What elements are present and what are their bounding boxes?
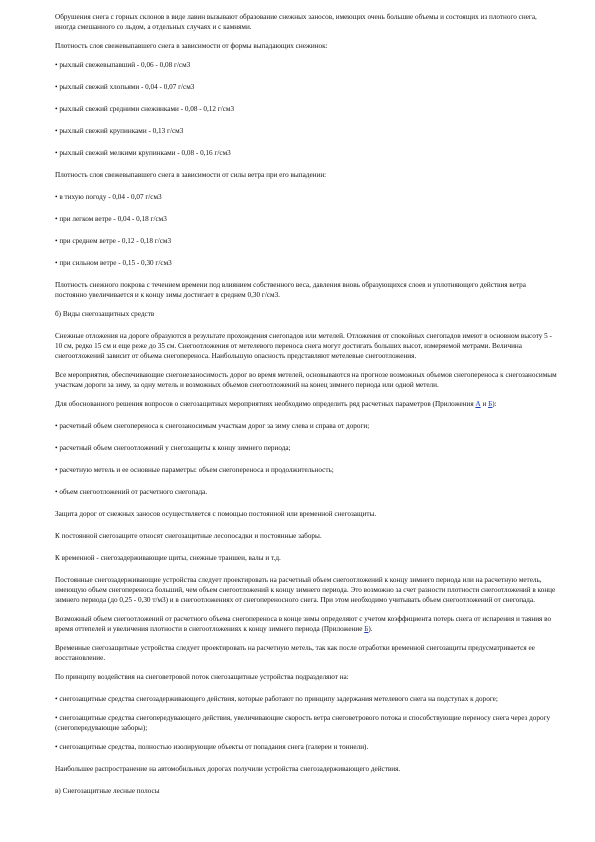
paragraph-possible-volume — [55, 614, 559, 634]
list-item-density-1: • рыхлый свежевыпавший - 0,06 - 0,08 г/см3 — [55, 61, 191, 69]
list-item-class-3: • снегозащитные средства, полностью изолирующие объекты от попадания снега (галереи и тоннели). — [55, 743, 369, 751]
paragraph-parameters — [55, 399, 559, 409]
appendix-a-link[interactable]: А — [475, 400, 481, 408]
paragraph-most-common: Наибольшее распространение на автомобильных дорогах получили устройства снегозадерживающего действия. — [55, 765, 401, 773]
paragraph-permanent: К постоянной снегозащите относят снегозащитные лесопосадки и постоянные заборы. — [55, 532, 322, 540]
list-item-wind-3: • при среднем ветре - 0,12 - 0,18 г/см3 — [55, 237, 172, 245]
possible-volume-text: Возможный объем снегоотложений от расчетного объема снегопереноса в конце зимы определяют с учетом коэффициента потерь снега от испарения и таяния во время оттепелей и увеличения плотности в снегоотложениях к концу зимнего периода (Приложение — [55, 615, 552, 633]
list-item-class-2: • снегозащитные средства снегопередувающего действия, увеличивающие скорость ветра снеговетрового потока и способствующие переносу снега через дорогу (снегопередувающие заборы); — [55, 714, 551, 732]
parameters-text: Для обоснованного решения вопросов о снегозащитных мероприятиях необходимо определить ряд расчетных параметров (Приложения — [55, 400, 476, 408]
paragraph-classification: По принципу воздействия на снеговетровой поток снегозащитные устройства подразделяют на: — [55, 673, 349, 681]
parameters-and: и — [480, 400, 489, 408]
section-heading-b: б) Виды снегозащитных средств — [55, 310, 155, 318]
list-item-wind-2: • при легком ветре - 0,04 - 0,18 г/см3 — [55, 215, 167, 223]
list-item-param-2: • расчетный объем снегоотложений у снегозащиты к концу зимнего периода; — [55, 444, 291, 452]
paragraph-temporary-design: Временные снегозащитные устройства следует проектировать на расчетную метель, так как после отработки временной снегозащиты предусматривается ее восстановление. — [55, 644, 535, 662]
section-heading-v: в) Снегозащитные лесные полосы — [55, 787, 160, 795]
list-item-wind-1: • в тихую погоду - 0,04 - 0,07 г/см3 — [55, 193, 162, 201]
list-item-wind-4: • при сильном ветре - 0,15 - 0,30 г/см3 — [55, 259, 172, 267]
list-item-density-2: • рыхлый свежий хлопьями - 0,04 - 0,07 г/см3 — [55, 83, 195, 91]
paragraph-snow-deposits: Снежные отложения на дороге образуются в результате прохождения снегопадов или метелей. Отложения от спокойных снегопадов имеют в основном высоту 5 - 10 см, редко 15 см и еще реже до 35 см. Снегоотложения от метелевого переноса снега могут достигать больших высот, измеряемой метрами. Величина снегоотложений зависит от объема снегопереноса. Наибольшую опасность представляют метелевые снегоотложения. — [55, 332, 552, 360]
paragraph-avalanche: Обрушения снега с горных склонов в виде лавин вызывают образование снежных заносов, имеющих очень большие объемы и состоящих из плотного снега, иногда смешанного со льдом, а отдельных случаях и с камнями. — [55, 13, 537, 31]
list-item-param-4: • объем снегоотложений от расчетного снегопада. — [55, 488, 208, 496]
parameters-end: ): — [492, 400, 497, 408]
paragraph-density-by-wind: Плотность слоя свежевыпавшего снега в зависимости от силы ветра при его выпадении: — [55, 171, 327, 179]
paragraph-density-over-time: Плотность снежного покрова с течением времени под влиянием собственного веса, давления вновь образующихся слоев и уплотняющего действия ветра постоянно увеличивается и к концу зимы достигает в среднем 0,30 г/см3. — [55, 281, 526, 299]
possible-volume-end: ). — [368, 625, 373, 633]
list-item-class-1: • снегозащитные средства снегозадерживающего действия, которые работают по принципу задержания метелевого снега на подступах к дороге; — [55, 695, 498, 703]
list-item-density-5: • рыхлый свежий мелкими крупинками - 0,08 - 0,16 г/см3 — [55, 149, 231, 157]
appendix-b-link-2[interactable]: Б — [364, 625, 369, 633]
paragraph-density-by-flake: Плотность слоя свежевыпавшего снега в зависимости от формы выпадающих снежинок: — [55, 42, 328, 50]
list-item-density-3: • рыхлый свежий средними снежинками - 0,08 - 0,12 г/см3 — [55, 105, 235, 113]
paragraph-permanent-design: Постоянные снегозадерживающие устройства следует проектировать на расчетный объем снегоотложений к концу зимнего периода или на расчетную метель, имеющую объем снегопереноса больший, чем объем снегоотложений к концу зимнего периода. Это возможно за счет разности плотности снегоотложений в конце зимнего периода (до 0,25 - 0,30 т/м3) и в снегоотложениях от снегопереносного снега. При этом необходимо учитывать объем снегоотложений от снегопада. — [55, 576, 556, 604]
list-item-param-1: • расчетный объем снегопереноса к снегозаносимым участкам дорог за зиму слева и справа от дороги; — [55, 422, 370, 430]
list-item-param-3: • расчетную метель и ее основные параметры: объем снегопереноса и продолжительность; — [55, 466, 334, 474]
paragraph-temporary: К временной - снегозадерживающие щиты, снежные траншеи, валы и т.д. — [55, 554, 281, 562]
paragraph-measures: Все мероприятия, обеспечивающие снегонезаносимость дорог во время метелей, основываются на прогнозе возможных объемов снегопереноса к снегозаносимым участкам дороги за зиму, за одну метель и возможных объемов снегоотложений на конец зимнего периода или одной метели. — [55, 371, 557, 389]
list-item-density-4: • рыхлый свежий крупинками - 0,13 г/см3 — [55, 127, 184, 135]
paragraph-protection: Защита дорог от снежных заносов осуществляется с помощью постоянной или временной снегозащиты. — [55, 510, 377, 518]
appendix-b-link[interactable]: Б — [488, 400, 493, 408]
